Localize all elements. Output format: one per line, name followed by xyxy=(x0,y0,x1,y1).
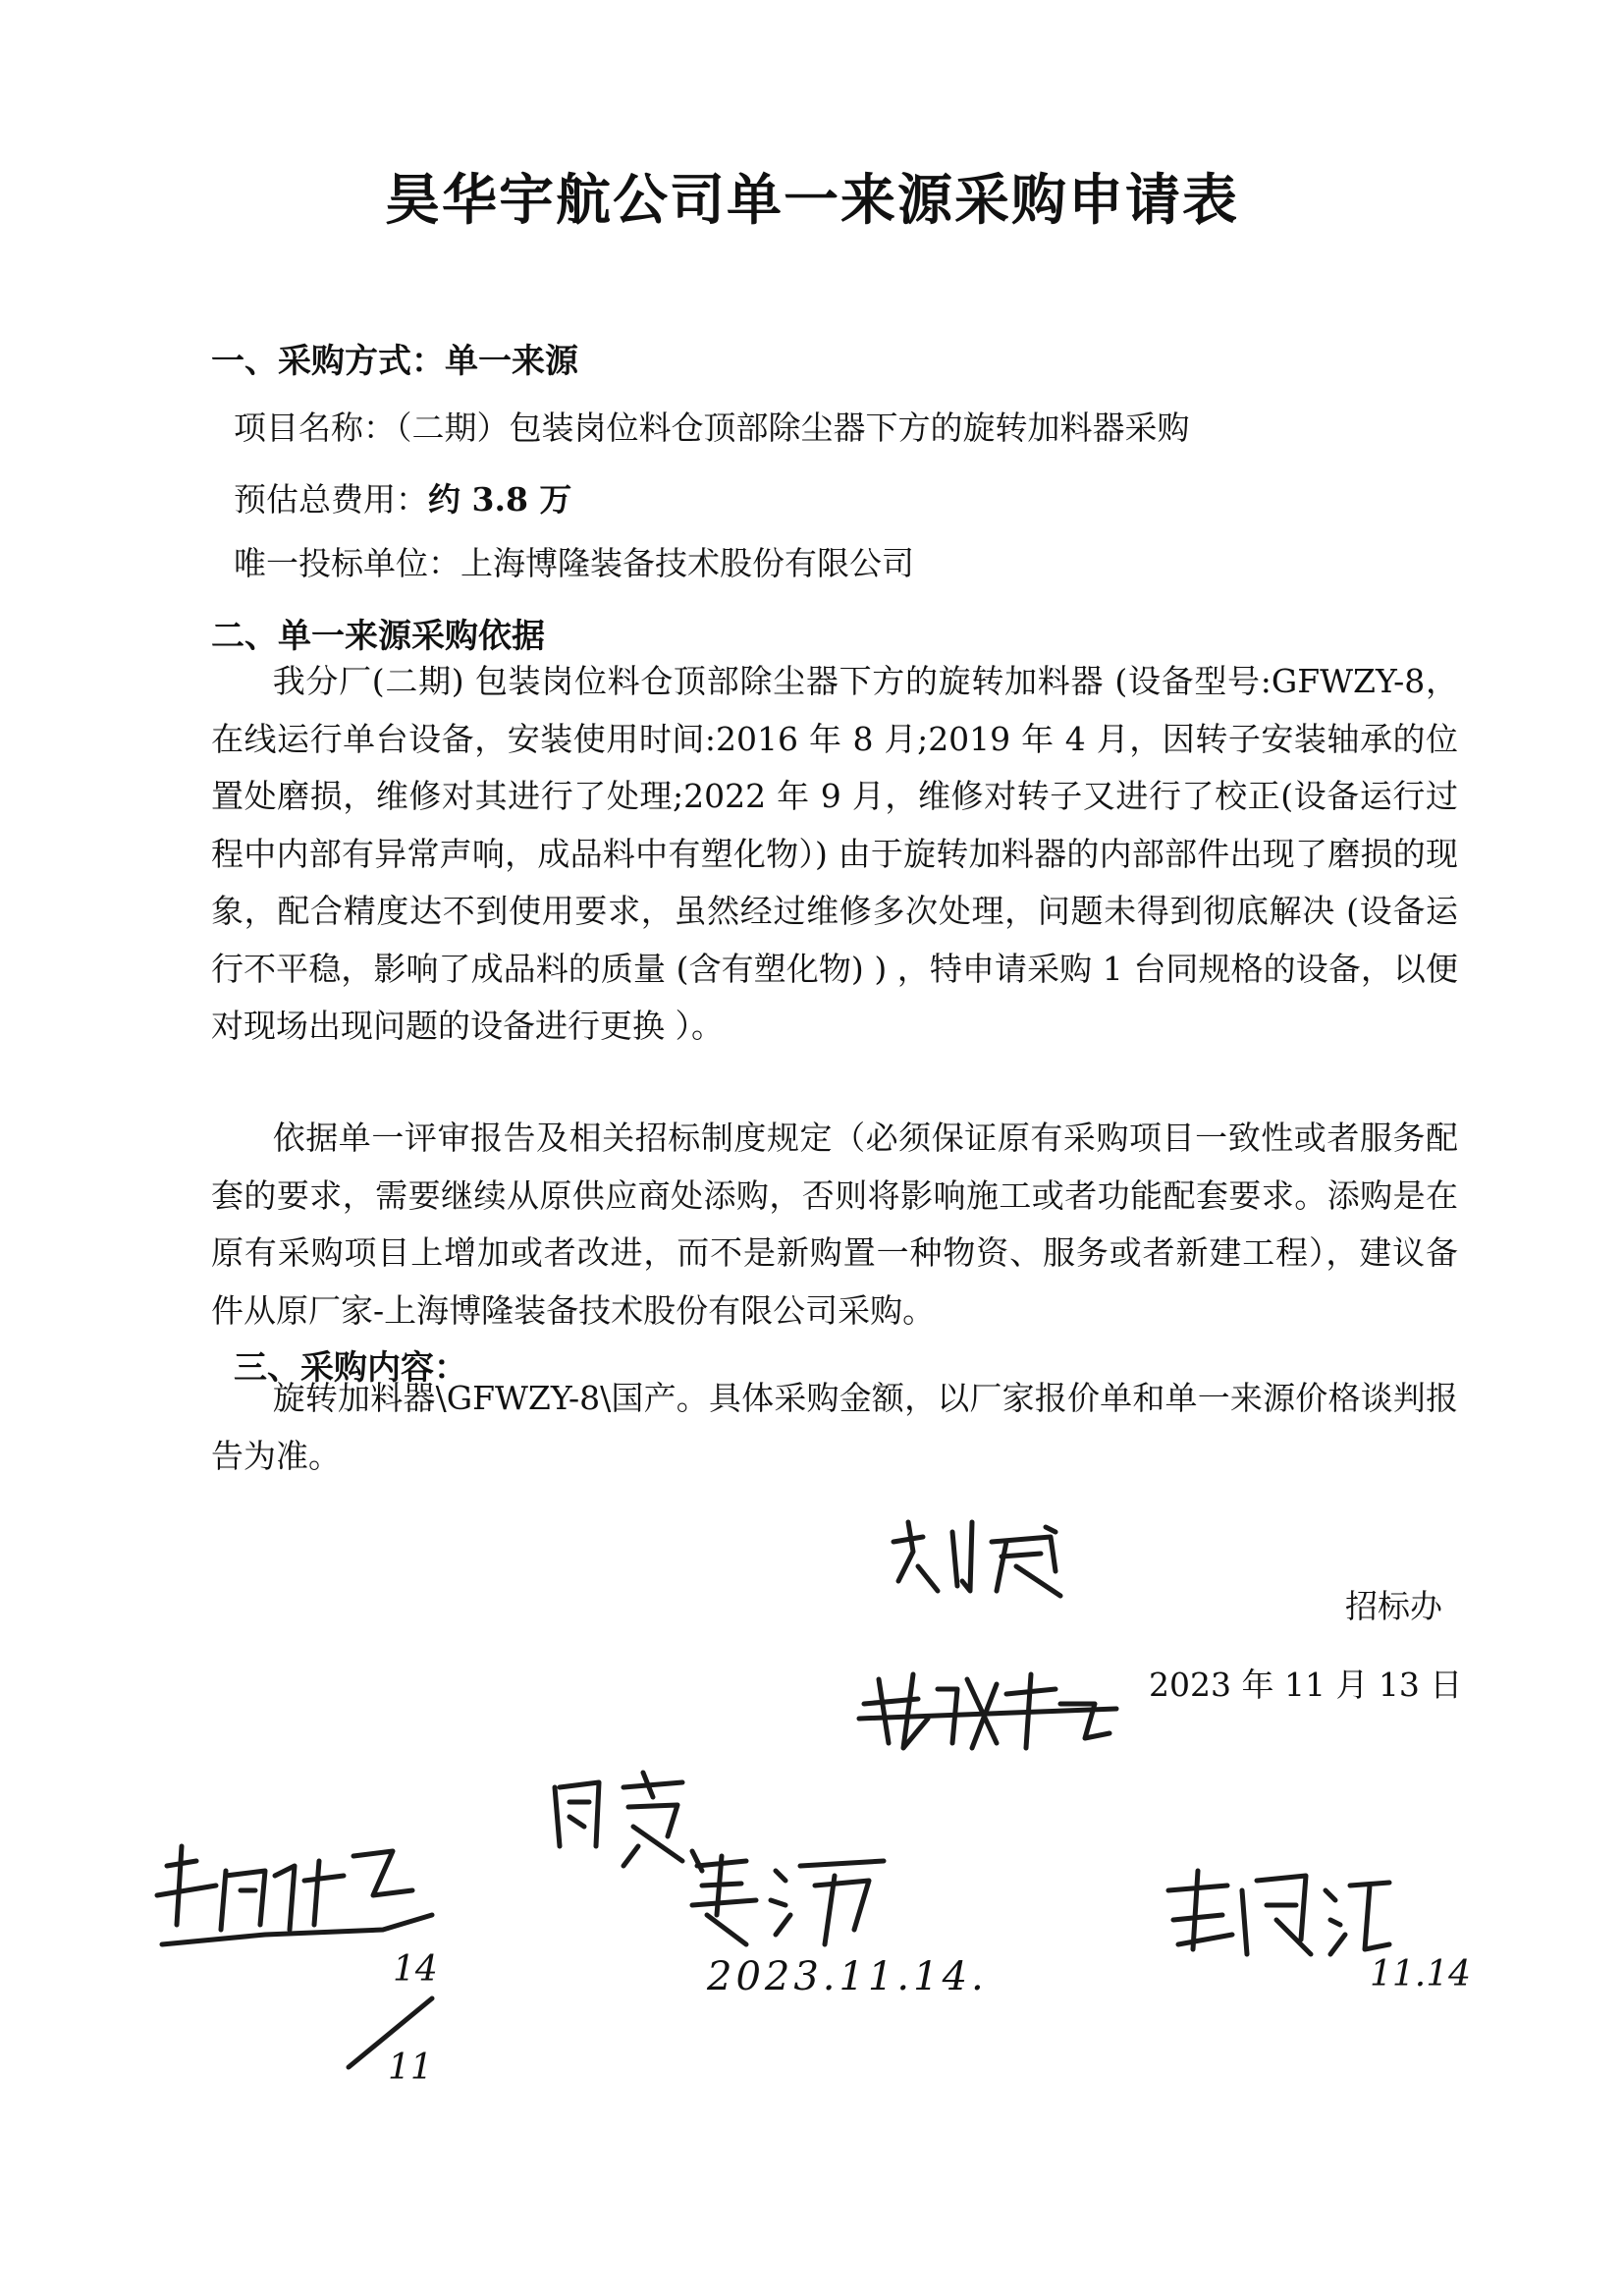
handwritten-date-middle: 2023.11.14. xyxy=(707,1954,988,1999)
document-title: 昊华宇航公司单一来源采购申请表 xyxy=(385,169,1239,233)
handwritten-signature-top xyxy=(884,1512,1070,1605)
procurement-content-paragraph: 旋转加料器\GFWZY-8\国产。具体采购金额，以厂家报价单和单一来源价格谈判报告为准。 xyxy=(211,1379,1458,1475)
project-name-row xyxy=(234,403,1190,449)
handwritten-signature-right xyxy=(1159,1861,1394,1973)
project-name-value: （二期）包装岗位料仓顶部除尘器下方的旋转加料器采购 xyxy=(396,409,1190,447)
sole-bidder-value: 上海博隆装备技术股份有限公司 xyxy=(460,544,914,582)
estimated-cost-row xyxy=(234,474,571,520)
basis-paragraph-1: 我分厂(二期) 包装岗位料仓顶部除尘器下方的旋转加料器 (设备型号:GFWZY-8，在线运行单台设备，安装使用时间:2016 年 8 月;2019 年 4 月，因转子安装轴承的位置处磨损，维修对其进行了处理;2022 年 9 月，维修对转子又进行了校正(设备运行过程中内部有异常声响，成品料中有塑化物）) 由于旋转加料器的内部部件出现了磨损的现象，配合精度达不到使用要求，虽然经过维修多次处理，问题未得到彻底解决 (设备运行不平稳，影响了成品料的质量 (含有塑化物) ) ，特申请采购 1 台同规格的设备，以便对现场出现问题的设备进行更换 ）。 xyxy=(211,662,1458,1045)
fraction-denominator: 11 xyxy=(388,2048,433,2088)
section3-heading: 三、采购内容： xyxy=(234,1348,467,1388)
department-label: 招标办 xyxy=(1345,1587,1442,1625)
fraction-numerator: 14 xyxy=(393,1949,438,1990)
section1-heading: 一、采购方式：单一来源 xyxy=(211,342,578,381)
project-name-label: 项目名称： xyxy=(234,409,396,447)
sole-bidder-label: 唯一投标单位： xyxy=(234,544,460,582)
handwritten-signature-crossed xyxy=(859,1660,1124,1762)
estimated-cost-value: 约 3.8 万 xyxy=(428,480,572,519)
handwritten-fraction xyxy=(344,1949,452,2101)
handwritten-signature-middle xyxy=(687,1846,893,1958)
estimated-cost-label: 预估总费用： xyxy=(234,480,428,519)
basis-paragraph-2: 依据单一评审报告及相关招标制度规定（必须保证原有采购项目一致性或者服务配套的要求，需要继续从原供应商处添购，否则将影响施工或者功能配套要求。添购是在原有采购项目上增加或者改进，而不是新购置一种物资、服务或者新建工程），建议备件从原厂家-上海博隆装备技术股份有限公司采购。 xyxy=(211,1119,1458,1330)
handwritten-date-right: 11.14 xyxy=(1370,1954,1472,1995)
sole-bidder-row xyxy=(234,538,914,584)
section2-heading: 二、单一来源采购依据 xyxy=(211,617,545,656)
document-date: 2023 年 11 月 13 日 xyxy=(1149,1666,1463,1704)
